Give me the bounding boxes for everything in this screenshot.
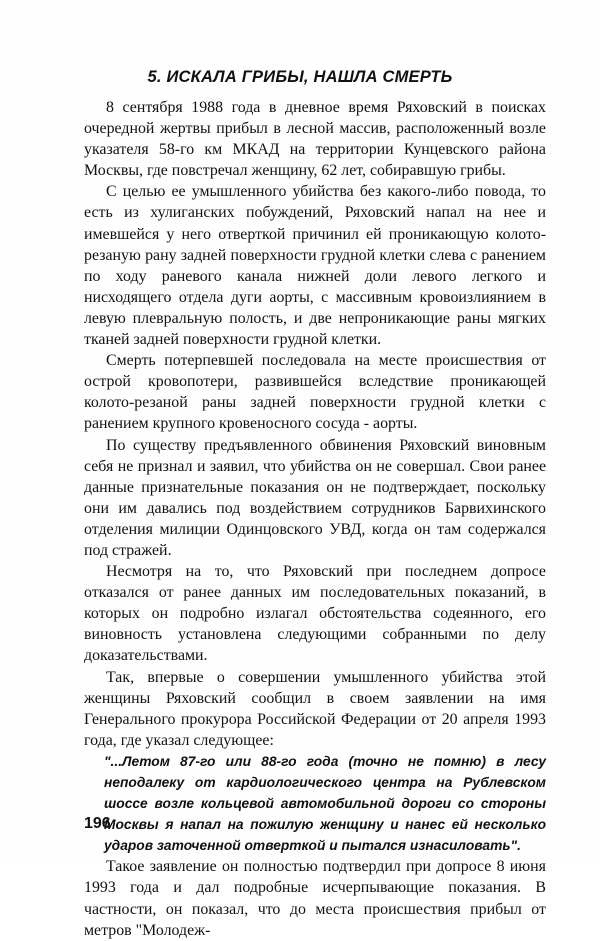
paragraph-5: Несмотря на то, что Ряховский при последнем допросе отказался от ранее данных им последовательных показаний, в которых он подробно излагал обстоятельства содеянного, его виновность установлена следующими собранными по делу доказательствами. <box>84 563 546 665</box>
paragraph-3: Смерть потерпевшей последовала на месте происшествия от острой кровопотери, развившейся вследствие проникающей колото-резаной раны задней поверхности грудной клетки с ранением крупного кровеносного сосуда - аорты. <box>84 352 546 433</box>
paragraph-7: Такое заявление он полностью подтвердил при допросе 8 июня 1993 года и дал подробные исчерпывающие показания. В частности, он показал, что до места происшествия прибыл от метров "Молодеж- <box>84 858 546 939</box>
chapter-title: 5. ИСКАЛА ГРИБЫ, НАШЛА СМЕРТЬ <box>147 68 453 86</box>
page-number: 196 <box>84 815 111 832</box>
quoted-statement: "...Летом 87-го или 88-го года (точно не помню) в лесу неподалеку от кардиологического центра на Рублевском шоссе возле кольцевой автомобильной дороги со стороны Москвы я напал на пожилую женщину и нанес ей несколько ударов заточенной отверткой и пытался изнасиловать". <box>104 753 546 854</box>
paragraph-1: 8 сентября 1988 года в дневное время Ряховский в поисках очередной жертвы прибыл в лесной массив, расположенный возле указателя 58-го км МКАД на территории Кунцевского района Москвы, где повстречал женщину, 62 лет, собиравшую грибы. <box>84 99 546 180</box>
body-text <box>84 97 546 941</box>
paragraph-6: Так, впервые о совершении умышленного убийства этой женщины Ряховский сообщил в своем заявлении на имя Генерального прокурора Российской Федерации от 20 апреля 1993 года, где указал следующее: <box>84 668 546 749</box>
paragraph-2: С целью ее умышленного убийства без какого-либо повода, то есть из хулиганских побуждений, Ряховский напал на нее и имевшейся у него отверткой причинил ей проникающую колото-резаную рану задней поверхности грудной клетки слева с ранением по ходу раневого канала нижней доли левого легкого и нисходящего отдела дуги аорты, с массивным кровоизлиянием в левую плевральную полость, и две непроникающие раны мягких тканей задней поверхности грудной клетки. <box>84 183 546 349</box>
paragraph-4: По существу предъявленного обвинения Ряховский виновным себя не признал и заявил, что убийства он не совершал. Свои ранее данные признательные показания он не подтверждает, поскольку они им давались под воздействием сотрудников Барвихинского отделения милиции Одинцовского УВД, когда он там содержался под стражей. <box>84 436 546 559</box>
